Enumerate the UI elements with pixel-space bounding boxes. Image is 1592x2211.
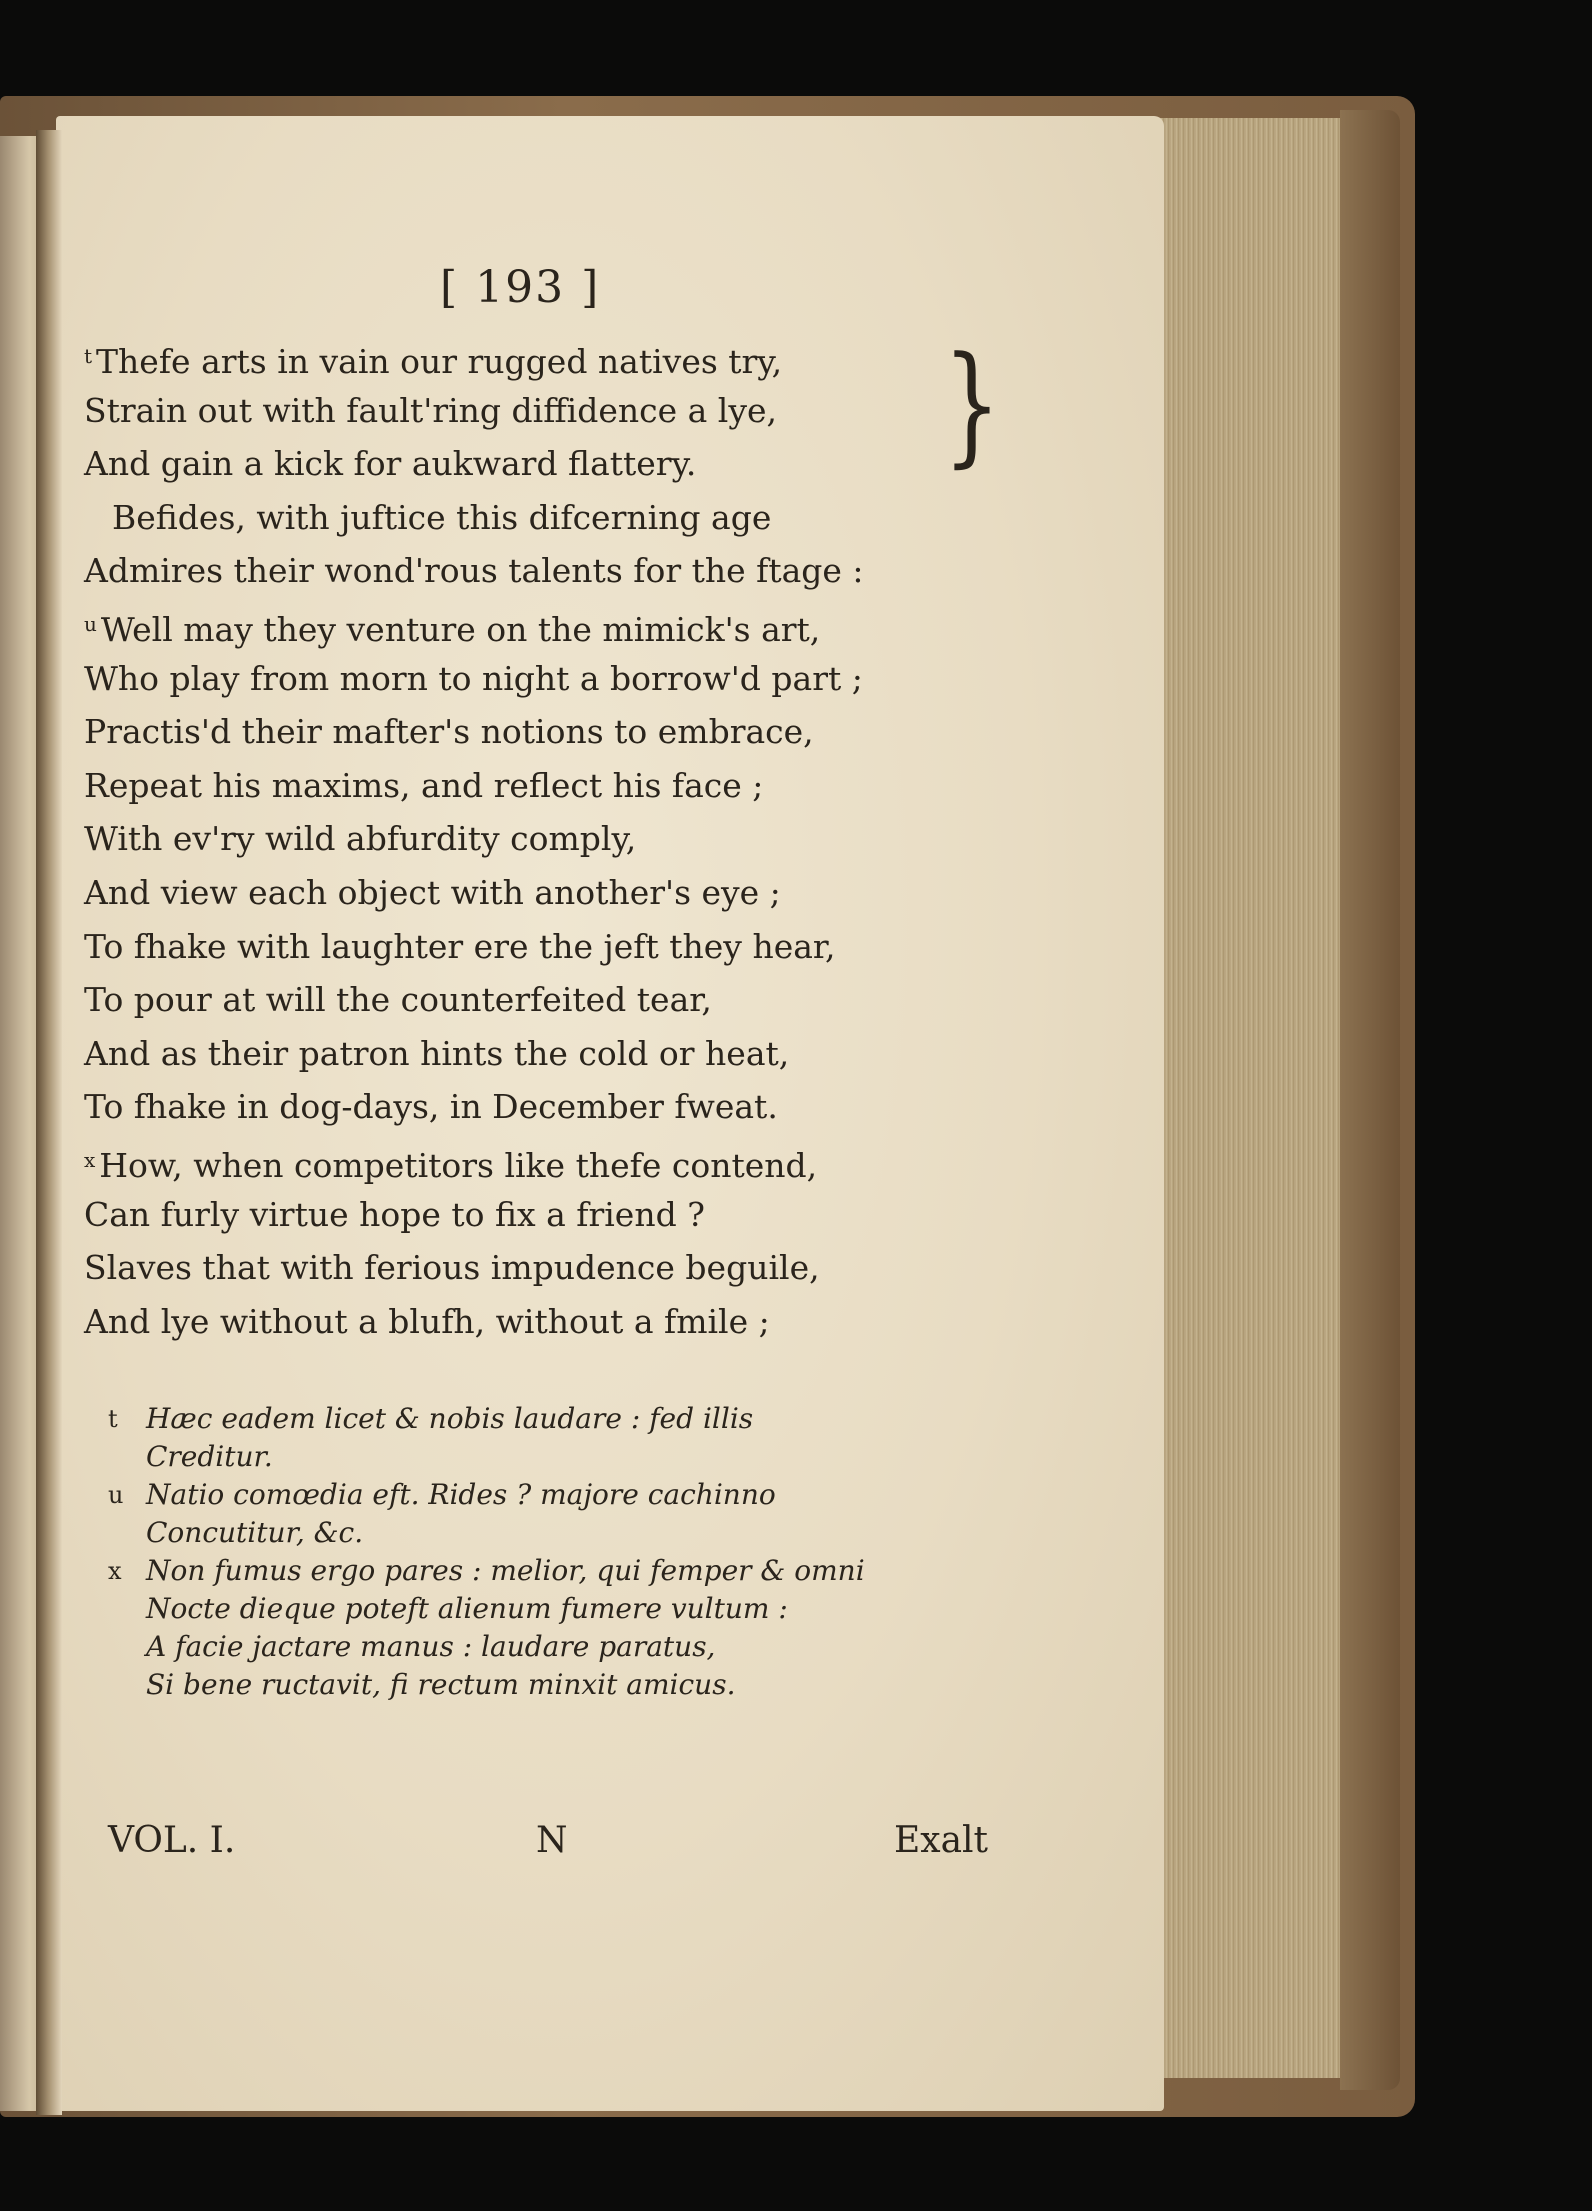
note-mark: x	[84, 1147, 96, 1172]
verse-line: Befides, with juftice this difcerning age	[112, 497, 772, 537]
page-number: [ 193 ]	[440, 262, 601, 313]
verse-line: $^x$ How, when competitors like thefe contend,	[84, 1145, 818, 1185]
verse-block	[84, 328, 1001, 1348]
verse-line: Who play from morn to night a borrow'd part ;	[84, 658, 863, 698]
verse-line: With ev'ry wild abfurdity comply,	[84, 819, 637, 859]
volume-label: VOL. I.	[108, 1820, 236, 1861]
footnote: t Hæc eadem licet & nobis laudare : fed illis Creditur.	[108, 1402, 754, 1473]
verse-line: Slaves that with ferious impudence beguile,	[84, 1248, 820, 1288]
verse-line: $^t$ Thefe arts in vain our rugged natives try,	[84, 342, 783, 381]
footnote: x Non fumus ergo pares : melior, qui femper & omni Nocte dieque poteft alienum fumere vultum : A facie jactare manus : laudare paratus, Si bene ructavit, fi rectum minxit amicus.	[108, 1554, 865, 1701]
footnotes	[108, 1400, 908, 1704]
verse-line: To pour at will the counterfeited tear,	[84, 980, 712, 1020]
footnote: u Natio comœdia eft. Rides ? majore cachinno Concutitur, &c.	[108, 1478, 776, 1549]
verse-line: And gain a kick for aukward flattery.	[84, 444, 697, 484]
note-mark: u	[84, 611, 97, 636]
catchword: Exalt	[894, 1820, 989, 1861]
footnote-mark: u	[108, 1481, 124, 1509]
verse-line: Practis'd their mafter's notions to embrace,	[84, 712, 814, 752]
verse-line: And view each object with another's eye ;	[84, 872, 781, 912]
verse-line: And as their patron hints the cold or heat,	[84, 1033, 790, 1073]
footnote-mark: x	[108, 1557, 122, 1585]
verse-line: Strain out with fault'ring diffidence a lye,	[84, 390, 777, 430]
verse-line: $^u$ Well may they venture on the mimick's art,	[84, 609, 821, 649]
triplet-brace: }	[943, 328, 1001, 480]
verse-line: And lye without a blufh, without a fmile ;	[84, 1301, 770, 1341]
verse-line: To fhake in dog-days, in December fweat.	[84, 1087, 778, 1127]
sheet-signature: N	[536, 1820, 568, 1861]
verse-line: To fhake with laughter ere the jeft they hear,	[84, 926, 836, 966]
verse-line: Repeat his maxims, and reflect his face ;	[84, 765, 764, 805]
footnote-mark: t	[108, 1405, 118, 1433]
note-mark: t	[84, 344, 93, 368]
verse-line: Admires their wond'rous talents for the ftage :	[84, 551, 864, 591]
verse-line: Can furly virtue hope to fix a friend ?	[84, 1194, 705, 1234]
